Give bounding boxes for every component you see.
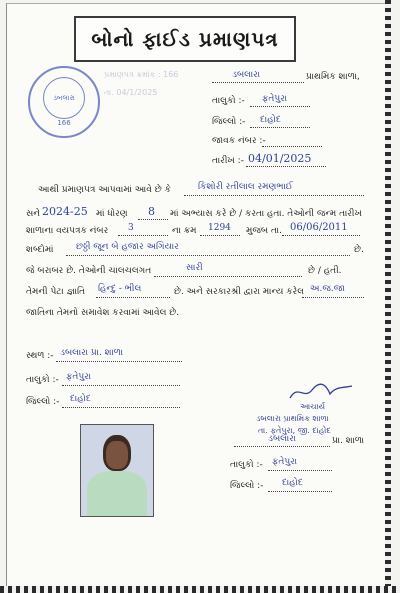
- study-status-text: માં અભ્યાસ કરે છે / કરતા હતા. તેઓની જન્મ તારીખ: [170, 209, 362, 219]
- principal-stamp-address: તા. ફતેપુરા, જી. દાહોદ: [258, 426, 331, 435]
- conduct-suffix: છે / હતી.: [308, 266, 342, 276]
- sub-caste: હિન્દુ - ભીલ: [98, 284, 142, 294]
- footer-taluka-label: તાલુકો :-: [26, 375, 59, 385]
- category-line: [302, 297, 364, 298]
- serial-number: 1294: [208, 223, 231, 233]
- footer-right-taluka: ફતેપુરા: [272, 457, 298, 467]
- certificate-title: બોનો ફાઈડ પ્રમાણપત્ર: [91, 27, 279, 51]
- footer-right-taluka-line: [268, 470, 332, 471]
- student-name-line: [184, 195, 364, 196]
- header-taluka-line: [250, 106, 310, 107]
- faint-certificate-number: પ્રમાણપત્ર ક્રમાંક : 166: [104, 70, 179, 79]
- header-date-line: [246, 166, 326, 167]
- stamp-inner-ring: [43, 77, 85, 119]
- place-line: [56, 361, 182, 362]
- place: ડબલારા પ્રા. શાળા: [60, 348, 124, 358]
- footer-school: ડબલારા: [268, 434, 297, 444]
- footer-district-label: જિલ્લો :-: [26, 397, 60, 407]
- caste-end: જાતિના તેમનો સમાવેશ કરવામાં આવેલ છે.: [26, 308, 180, 318]
- birth-date-words: છઠ્ઠી જૂન બે હજાર અગિયાર: [76, 242, 179, 252]
- body-intro: આથી પ્રમાણપત્ર આપવામાં આવે છે કે: [38, 185, 171, 195]
- stamp-number: 166: [57, 119, 71, 127]
- standard: 8: [148, 205, 155, 218]
- school-round-stamp: [28, 66, 100, 138]
- footer-right-taluka-label: તાલુકો :-: [230, 460, 263, 470]
- header-outward-label: જાવક નંબર :-: [212, 136, 266, 146]
- place-label: સ્થળ :-: [26, 351, 54, 361]
- header-district: દાહોદ: [260, 115, 281, 125]
- footer-district-line: [62, 407, 180, 408]
- academic-year: 2024-25: [42, 205, 88, 218]
- words-end: છે.: [354, 245, 364, 255]
- category: અ.જ.જા: [310, 284, 345, 294]
- footer-right-district-line: [268, 491, 332, 492]
- decorative-border-right: [385, 0, 391, 593]
- principal-stamp-school: ડબલારા પ્રાથમિક શાળા: [256, 414, 329, 423]
- serial-line: [200, 235, 240, 236]
- register-number: 3: [128, 223, 134, 233]
- footer-school-line: [234, 446, 330, 447]
- header-district-line: [250, 127, 310, 128]
- caste-label: તેમની પેટા જ્ઞાતિ: [26, 287, 86, 297]
- header-school-line: [212, 82, 304, 83]
- principal-stamp-title: આચાર્ય: [300, 402, 326, 411]
- per-label: મુજબ તા.: [246, 226, 282, 236]
- header-taluka: ફતેપુરા: [262, 94, 288, 104]
- stamp-text: ડબલારા: [53, 93, 75, 102]
- footer-district: દાહોદ: [70, 394, 91, 404]
- header-outward-line: [262, 146, 322, 147]
- title-box: [74, 16, 296, 62]
- header-school: ડબલારા: [232, 70, 261, 80]
- standard-label: માં ધોરણ: [96, 209, 128, 219]
- principal-signature: [286, 380, 356, 404]
- birth-date-words-line: [66, 255, 350, 256]
- register-line: [118, 235, 168, 236]
- header-district-label: જિલ્લો :-: [212, 117, 246, 127]
- header-school-suffix: પ્રાથમિક શાળા,: [306, 72, 360, 82]
- words-label: શબ્દોમાં: [26, 245, 54, 255]
- decorative-border-bottom: [0, 586, 400, 593]
- photo-face-shape: [106, 441, 128, 469]
- birth-date-line: [282, 235, 360, 236]
- footer-school-suffix: પ્રા. શાળા: [332, 436, 365, 446]
- caste-middle-text: છે. અને સરકારશ્રી દ્વારા માન્ય કરેલ: [174, 287, 305, 297]
- year-label: સને: [26, 209, 40, 219]
- standard-line: [138, 219, 168, 220]
- conduct-label: જે બરાબર છે. તેઓની ચાલચલગત: [26, 266, 152, 276]
- footer-right-district: દાહોદ: [282, 478, 303, 488]
- student-name: કિશોરી રતીલાલ રમણભાઈ: [198, 182, 293, 192]
- footer-taluka: ફતેપુરા: [66, 372, 92, 382]
- birth-date: 06/06/2011: [290, 222, 348, 233]
- serial-label: ના ક્રમ: [172, 226, 197, 236]
- sub-caste-line: [96, 297, 170, 298]
- register-label: શાળાના વયપત્રક નંબર: [26, 226, 109, 236]
- footer-right-district-label: જિલ્લો :-: [230, 481, 264, 491]
- header-date-label: તારીખ :-: [212, 156, 244, 166]
- faint-date: તા. 04/1/2025: [104, 88, 158, 97]
- footer-taluka-line: [62, 385, 180, 386]
- header-taluka-label: તાલુકો :-: [212, 96, 245, 106]
- header-date: 04/01/2025: [248, 152, 312, 165]
- conduct: સારી: [186, 263, 203, 273]
- photo-body-shape: [87, 471, 147, 516]
- student-photo: [80, 424, 154, 517]
- conduct-line: [154, 276, 302, 277]
